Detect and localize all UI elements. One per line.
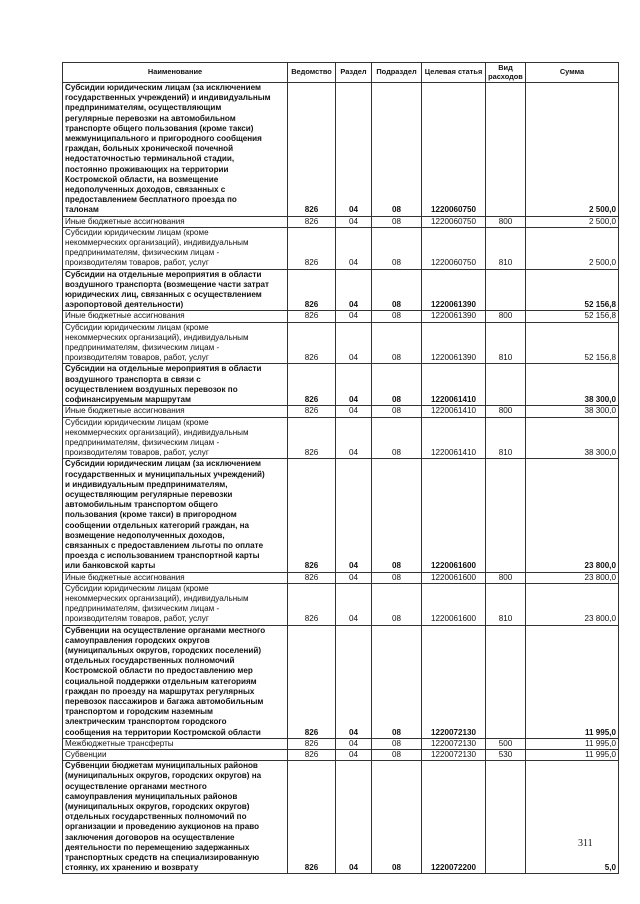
cell-section: 04 [336, 417, 372, 459]
cell-name: Субсидии юридическим лицам (кроме некоммерческих организаций), индивидуальным предпринимателям, физическим лицам - производителям товаров, работ, услуг [63, 322, 288, 364]
table-row [63, 625, 619, 738]
table-row [63, 572, 619, 583]
cell-amount: 38 300,0 [526, 364, 619, 406]
cell-subsection: 08 [372, 311, 422, 322]
cell-section: 04 [336, 322, 372, 364]
cell-section: 04 [336, 269, 372, 311]
cell-name: Субвенции [63, 750, 288, 761]
cell-dept: 826 [288, 406, 336, 417]
cell-exp-type: 810 [486, 227, 526, 269]
header-amount: Сумма [526, 63, 619, 83]
table-row [63, 364, 619, 406]
cell-target: 1220060750 [422, 216, 486, 227]
cell-dept: 826 [288, 227, 336, 269]
cell-amount: 11 995,0 [526, 625, 619, 738]
cell-exp-type: 800 [486, 216, 526, 227]
cell-exp-type: 800 [486, 406, 526, 417]
cell-amount: 23 800,0 [526, 583, 619, 625]
table-row [63, 311, 619, 322]
cell-subsection: 08 [372, 459, 422, 572]
cell-dept: 826 [288, 216, 336, 227]
cell-subsection: 08 [372, 750, 422, 761]
cell-name: Субвенции бюджетам муниципальных районов (муниципальных округов, городских округов) на осуществление органами местного самоуправления муниципальных районов (муниципальных округов, городских округов) отдельных государственных полномочий по организации и проведению аукционов на право заключения договоров на осуществление деятельности по перемещению задержанных транспортных средств на специализированную стоянку, их хранению и возврату [63, 761, 288, 874]
cell-subsection: 08 [372, 83, 422, 217]
cell-subsection: 08 [372, 216, 422, 227]
cell-exp-type [486, 269, 526, 311]
budget-table-container [62, 62, 619, 874]
cell-target: 1220072130 [422, 738, 486, 749]
cell-target: 1220072200 [422, 761, 486, 874]
cell-name: Субсидии юридическим лицам (кроме некоммерческих организаций), индивидуальным предпринимателям, физическим лицам - производителям товаров, работ, услуг [63, 227, 288, 269]
cell-target: 1220061410 [422, 406, 486, 417]
cell-exp-type [486, 364, 526, 406]
table-row [63, 406, 619, 417]
header-section: Раздел [336, 63, 372, 83]
cell-amount: 11 995,0 [526, 738, 619, 749]
cell-section: 04 [336, 750, 372, 761]
table-row [63, 227, 619, 269]
cell-dept: 826 [288, 83, 336, 217]
cell-dept: 826 [288, 269, 336, 311]
cell-name: Субсидии юридическим лицам (за исключением государственных учреждений) и индивидуальным предпринимателям, осуществляющим регулярные перевозки на автомобильном транспорте общего пользования (кроме такси) межмуниципального и пригородного сообщения граждан, больных хронической почечной недостаточностью терминальной стадии, постоянно проживающих на территории Костромской области, на возмещение недополученных доходов, связанных с предоставлением бесплатного проезда по талонам [63, 83, 288, 217]
cell-name: Субсидии юридическим лицам (кроме некоммерческих организаций), индивидуальным предпринимателям, физическим лицам - производителям товаров, работ, услуг [63, 583, 288, 625]
cell-exp-type [486, 625, 526, 738]
cell-dept: 826 [288, 583, 336, 625]
cell-subsection: 08 [372, 269, 422, 311]
cell-target: 1220072130 [422, 750, 486, 761]
cell-dept: 826 [288, 738, 336, 749]
cell-amount: 38 300,0 [526, 406, 619, 417]
cell-target: 1220061600 [422, 459, 486, 572]
table-header-row [63, 63, 619, 83]
cell-subsection: 08 [372, 406, 422, 417]
cell-dept: 826 [288, 459, 336, 572]
cell-target: 1220072130 [422, 625, 486, 738]
cell-amount: 2 500,0 [526, 83, 619, 217]
cell-target: 1220061600 [422, 572, 486, 583]
cell-section: 04 [336, 227, 372, 269]
header-subsection: Подраздел [372, 63, 422, 83]
page-number: 311 [578, 838, 593, 849]
cell-name: Иные бюджетные ассигнования [63, 572, 288, 583]
cell-target: 1220060750 [422, 83, 486, 217]
table-row [63, 459, 619, 572]
header-target: Целевая статья [422, 63, 486, 83]
cell-target: 1220061390 [422, 269, 486, 311]
cell-dept: 826 [288, 761, 336, 874]
cell-amount: 11 995,0 [526, 750, 619, 761]
cell-section: 04 [336, 583, 372, 625]
cell-subsection: 08 [372, 417, 422, 459]
cell-dept: 826 [288, 417, 336, 459]
cell-name: Субсидии юридическим лицам (кроме некоммерческих организаций), индивидуальным предпринимателям, физическим лицам - производителям товаров, работ, услуг [63, 417, 288, 459]
header-exp-type: Вид расходов [486, 63, 526, 83]
cell-target: 1220061600 [422, 583, 486, 625]
table-row [63, 761, 619, 874]
cell-amount: 23 800,0 [526, 459, 619, 572]
cell-amount: 5,0 [526, 761, 619, 874]
cell-amount: 52 156,8 [526, 311, 619, 322]
cell-name: Субвенции на осуществление органами местного самоуправления городских округов (муниципальных округов, городских поселений) отдельных государственных полномочий Костромской области по предоставлению мер социальной поддержки отдельным категориям граждан по проезду на маршрутах регулярных перевозок пассажиров и багажа автомобильным транспортом и городским наземным электрическим транспортом городского сообщения на территории Костромской области [63, 625, 288, 738]
cell-section: 04 [336, 311, 372, 322]
cell-name: Субсидии на отдельные мероприятия в области воздушного транспорта в связи с осуществлением воздушных перевозок по софинансируемым маршрутам [63, 364, 288, 406]
cell-subsection: 08 [372, 761, 422, 874]
cell-section: 04 [336, 625, 372, 738]
cell-exp-type: 530 [486, 750, 526, 761]
cell-name: Иные бюджетные ассигнования [63, 311, 288, 322]
cell-target: 1220060750 [422, 227, 486, 269]
cell-subsection: 08 [372, 625, 422, 738]
header-dept: Ведомство [288, 63, 336, 83]
cell-target: 1220061390 [422, 311, 486, 322]
cell-amount: 23 800,0 [526, 572, 619, 583]
table-row [63, 750, 619, 761]
cell-exp-type [486, 83, 526, 217]
cell-subsection: 08 [372, 572, 422, 583]
cell-name: Иные бюджетные ассигнования [63, 406, 288, 417]
cell-amount: 52 156,8 [526, 322, 619, 364]
cell-section: 04 [336, 459, 372, 572]
table-row [63, 322, 619, 364]
cell-amount: 2 500,0 [526, 216, 619, 227]
cell-exp-type [486, 459, 526, 572]
table-row [63, 216, 619, 227]
cell-section: 04 [336, 83, 372, 217]
cell-target: 1220061410 [422, 417, 486, 459]
cell-exp-type: 810 [486, 322, 526, 364]
cell-dept: 826 [288, 625, 336, 738]
budget-table [62, 62, 619, 874]
cell-subsection: 08 [372, 738, 422, 749]
cell-exp-type [486, 761, 526, 874]
cell-exp-type: 810 [486, 583, 526, 625]
cell-subsection: 08 [372, 322, 422, 364]
cell-amount: 38 300,0 [526, 417, 619, 459]
cell-exp-type: 810 [486, 417, 526, 459]
cell-dept: 826 [288, 572, 336, 583]
cell-exp-type: 500 [486, 738, 526, 749]
cell-section: 04 [336, 572, 372, 583]
table-body [63, 83, 619, 874]
cell-exp-type: 800 [486, 572, 526, 583]
table-row [63, 417, 619, 459]
table-row [63, 83, 619, 217]
cell-exp-type: 800 [486, 311, 526, 322]
cell-section: 04 [336, 406, 372, 417]
cell-amount: 2 500,0 [526, 227, 619, 269]
cell-section: 04 [336, 738, 372, 749]
table-row [63, 269, 619, 311]
cell-subsection: 08 [372, 364, 422, 406]
cell-dept: 826 [288, 311, 336, 322]
cell-dept: 826 [288, 322, 336, 364]
cell-name: Межбюджетные трансферты [63, 738, 288, 749]
cell-name: Субсидии юридическим лицам (за исключением государственных и муниципальных учреждений) и индивидуальным предпринимателям, осуществляющим регулярные перевозки автомобильным транспортом общего пользования (кроме такси) в пригородном сообщении отдельных категорий граждан, на возмещение недополученных доходов, связанных с предоставлением льготы по оплате проезда с использованием транспортной карты или банковской карты [63, 459, 288, 572]
header-name: Наименование [63, 63, 288, 83]
cell-dept: 826 [288, 364, 336, 406]
cell-amount: 52 156,8 [526, 269, 619, 311]
cell-dept: 826 [288, 750, 336, 761]
cell-subsection: 08 [372, 583, 422, 625]
cell-target: 1220061410 [422, 364, 486, 406]
cell-name: Субсидии на отдельные мероприятия в области воздушного транспорта (возмещение части затрат юридических лиц, связанных с осуществлением аэропортовой деятельности) [63, 269, 288, 311]
table-row [63, 583, 619, 625]
cell-subsection: 08 [372, 227, 422, 269]
cell-section: 04 [336, 216, 372, 227]
cell-name: Иные бюджетные ассигнования [63, 216, 288, 227]
cell-section: 04 [336, 364, 372, 406]
cell-section: 04 [336, 761, 372, 874]
table-row [63, 738, 619, 749]
cell-target: 1220061390 [422, 322, 486, 364]
